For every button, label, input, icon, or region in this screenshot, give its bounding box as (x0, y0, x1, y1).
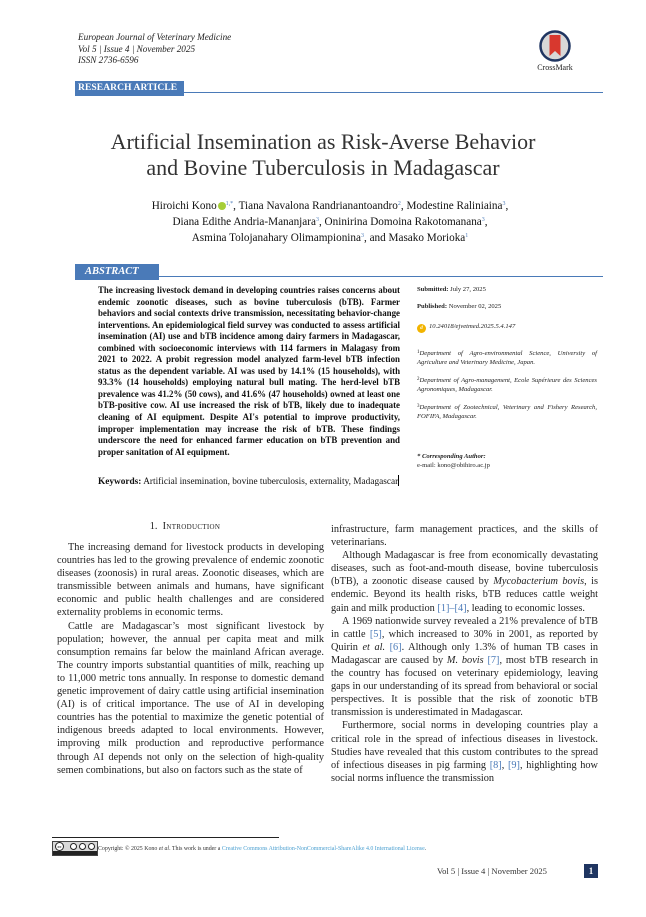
footnote-divider (52, 837, 279, 838)
submitted-label: Submitted: (417, 286, 449, 293)
paragraph (331, 719, 598, 784)
citation-link[interactable]: [9] (507, 759, 520, 771)
author-name: Masako Morioka (388, 232, 466, 244)
affiliation-1 (417, 349, 597, 367)
citation-link[interactable]: [5] (369, 628, 382, 640)
text-run: , is endemic. Beyond its health risks, bTB reduces cattle weight gain and milk production (331, 576, 598, 614)
paragraph: Cattle are Madagascar’s most significant livestock by population; however, the annual per capita meat and milk consumption remains far below the mainland African average. The country imports substantial quantities of milk, reaching up to 11,000 metric tons annually. In response to domestic demand genetic improvement of dairy cattle using artificial insemination (AI) is of critical importance. The use of AI in developing countries has the potential to maximize the genetic potential of indigenous breeds adapted to local environments. However, improving milk production and reproductive performance through AI depends not only on the selection of high-quality semen combinations, but also on factors such as the state of (57, 620, 324, 776)
doi-row[interactable] (417, 323, 597, 333)
paragraph (331, 549, 598, 614)
page-number: 1 (584, 864, 598, 878)
species-name: M. bovis (446, 654, 484, 666)
text-run: A 1969 nationwide survey revealed a 21% prevalence of bTB in cattle (331, 615, 598, 640)
footer-issue: Vol 5 | Issue 4 | November 2025 (437, 866, 547, 876)
affiliation-text: Department of Agro-management, Ecole Supérieure des Sciences Agronomiques, Madagascar. (417, 377, 597, 393)
submitted-date (417, 286, 597, 295)
text-run: , which increased to 30% in 2001, as reported by Quirin (331, 628, 599, 653)
text-run: et al. (362, 641, 386, 653)
keywords (98, 475, 400, 489)
body-left-column (57, 541, 324, 777)
author-affil: 3 (481, 217, 485, 223)
affiliation-text: Department of Zootechnical, Veterinary and Fishery Research, FOFIFA, Madagascar. (417, 404, 597, 420)
author-name: Tiana Navalona Randrianantoandro (238, 200, 398, 212)
text-run: , most bTB research in the country has focused on veterinary epidemiology, leaving gaps in our understanding of its spread from behavioral or social perspectives. It is possible that the risk of zoonotic bTB transmission is underestimated in Madagascar. (331, 654, 598, 719)
text-run: , highlighting how social norms influence the transmission (331, 759, 598, 784)
author-separator: , (505, 200, 509, 212)
section-number: 1. (149, 521, 158, 532)
author-separator: , (233, 200, 239, 212)
published-label: Published: (417, 303, 448, 310)
author-separator: , (318, 216, 325, 228)
sa-icon (88, 843, 95, 850)
body-right-column (331, 523, 598, 785)
author-name: Oninirina Domoina Rakotomanana (324, 216, 482, 228)
author-separator: , (400, 200, 407, 212)
cc-license-icon[interactable] (52, 841, 98, 856)
text-run: Although Madagascar is free from economically devastating diseases, such as foot-and-mouth disease, bovine tuberculosis (bTB), a zoonotic disease caused by (331, 550, 598, 588)
keywords-text: Artificial insemination, bovine tuberculosis, externality, Madagascar (143, 477, 399, 487)
author-list (100, 197, 560, 245)
paragraph: The increasing demand for livestock products in developing countries has led to the growing prevalence of endemic zoonotic diseases (zoonosis) in rural areas. Zoonotic diseases, which are transmissible between animals and humans, have significant economic and public health challenges and are considered externality problems in economic terms. (57, 542, 324, 619)
abstract-heading: ABSTRACT (75, 264, 159, 280)
title-line-2: and Bovine Tuberculosis in Madagascar (146, 155, 500, 180)
orcid-icon[interactable] (218, 202, 226, 210)
crossmark-label: CrossMark (537, 63, 573, 72)
author-name: Asmina Tolojanahary Olimampionina (191, 232, 361, 244)
author-affil: 1,* (225, 201, 234, 207)
text-run: Copyright: © 2025 Kono (98, 846, 159, 852)
by-icon (70, 843, 77, 850)
title-line-1: Artificial Insemination as Risk-Averse Behavior (110, 129, 536, 154)
doi-icon: d (417, 324, 426, 333)
affiliation-number: 2 (417, 377, 420, 382)
author-name: Diana Edithe Andria-Mananjara (172, 216, 316, 228)
doi-link[interactable]: 10.24018/ejvetmed.2025.5.4.147 (429, 323, 516, 330)
corresponding-email[interactable]: e-mail: kono@obihiro.ac.jp (417, 461, 490, 469)
text-run: Furthermore, social norms in developing countries play a critical role in the spread of infectious diseases in livestock. Studies have revealed that this custom contributes to the spread of infectious diseases in pig farming (331, 720, 598, 771)
cc-icon: cc (55, 842, 64, 851)
copyright-notice (98, 846, 426, 852)
author-affil: 3 (315, 217, 319, 223)
affiliation-number: 3 (417, 404, 420, 409)
affiliation-2 (417, 376, 597, 394)
author-affil: 1 (465, 233, 469, 239)
species-name: Mycobacterium bovis (493, 576, 585, 588)
paper-title (60, 129, 586, 181)
author-affil: 2 (397, 201, 401, 207)
affiliation-number: 1 (417, 350, 420, 355)
paragraph (331, 615, 598, 720)
citation-link[interactable]: [7] (483, 654, 500, 666)
citation-link[interactable]: [6] (385, 641, 402, 653)
journal-name: European Journal of Veterinary Medicine (78, 32, 232, 42)
article-type-bar (75, 77, 603, 93)
author-name: Hiroichi Kono (151, 200, 217, 212)
text-run: . Although only 1.3% of human TB cases in Madagascar are caused by (331, 641, 598, 666)
license-link[interactable]: Creative Commons Attribution-NonCommercial-ShareAlike 4.0 International License (221, 846, 425, 852)
author-separator: , and (363, 232, 389, 244)
keywords-label: Keywords: (98, 477, 142, 487)
text-cursor (398, 475, 399, 486)
affiliation-3 (417, 403, 597, 421)
author-affil: 3 (360, 233, 364, 239)
abstract-bar (75, 261, 603, 277)
affiliation-text: Department of Agro-environmental Science, University of Agriculture and Veterinary Medicine, Japan. (417, 350, 597, 366)
crossmark-icon (539, 30, 571, 62)
paragraph: infrastructure, farm management practices, and the skills of veterinarians. (331, 524, 598, 549)
author-affil: 3 (502, 201, 506, 207)
published-date (417, 303, 597, 312)
abstract-text: The increasing livestock demand in developing countries raises concerns about endemic zoonotic diseases, such as bovine tuberculosis (bTB). Farmer behaviors and social contexts drive transmission, necessitating behavior-change interventions. An epidemiological field survey was conducted to assess artificial insemination (AI) use and bTB incidence among dairy farmers in Madagascar, combined with socioeconomic interviews with 114 farmers in Malagasy from 2021 to 2022. A probit regression model analyzed farm-level bTB infection status as the dependent variable. AI was used by 14.1% (15 households), with 93.3% (14 households) employing natural bull mating. The herd-level bTB prevalence was 41.2% (50 cows), and 41.6% (47 households) owned at least one bTB-positive cow. AI use increased the risk of bTB, likely due to inadequate cleaning of AI equipment. Despite AI's potential to improve productivity, improper implementation may increase the risk of bTB. These findings underscore the need for enhanced farmer education on bTB prevention and proper sanitation of AI equipment. (98, 285, 400, 457)
section-heading-introduction (55, 521, 315, 532)
text-run: . This work is under a (169, 846, 222, 852)
author-name: Modestine Raliniaina (406, 200, 503, 212)
article-type-label: RESEARCH ARTICLE (75, 81, 184, 96)
text-run: , leading to economic losses. (466, 602, 585, 614)
journal-issue: Vol 5 | Issue 4 | November 2025 (78, 43, 196, 54)
submitted-value: July 27, 2025 (450, 286, 486, 293)
crossmark-badge[interactable] (520, 30, 590, 72)
section-title: Introduction (162, 521, 221, 532)
corresponding-label: * Corresponding Author: (417, 453, 486, 460)
citation-link[interactable]: [1]–[4] (437, 602, 467, 614)
citation-link[interactable]: [8] (489, 759, 502, 771)
text-run: et al (158, 846, 170, 852)
text-run: . (424, 846, 427, 852)
text-run: , (501, 759, 508, 771)
published-value: November 02, 2025 (448, 303, 502, 310)
journal-header (78, 32, 231, 67)
journal-issn: ISSN 2736-6596 (78, 55, 139, 65)
nc-icon (79, 843, 86, 850)
author-separator: , (484, 216, 488, 228)
corresponding-author (417, 453, 597, 470)
